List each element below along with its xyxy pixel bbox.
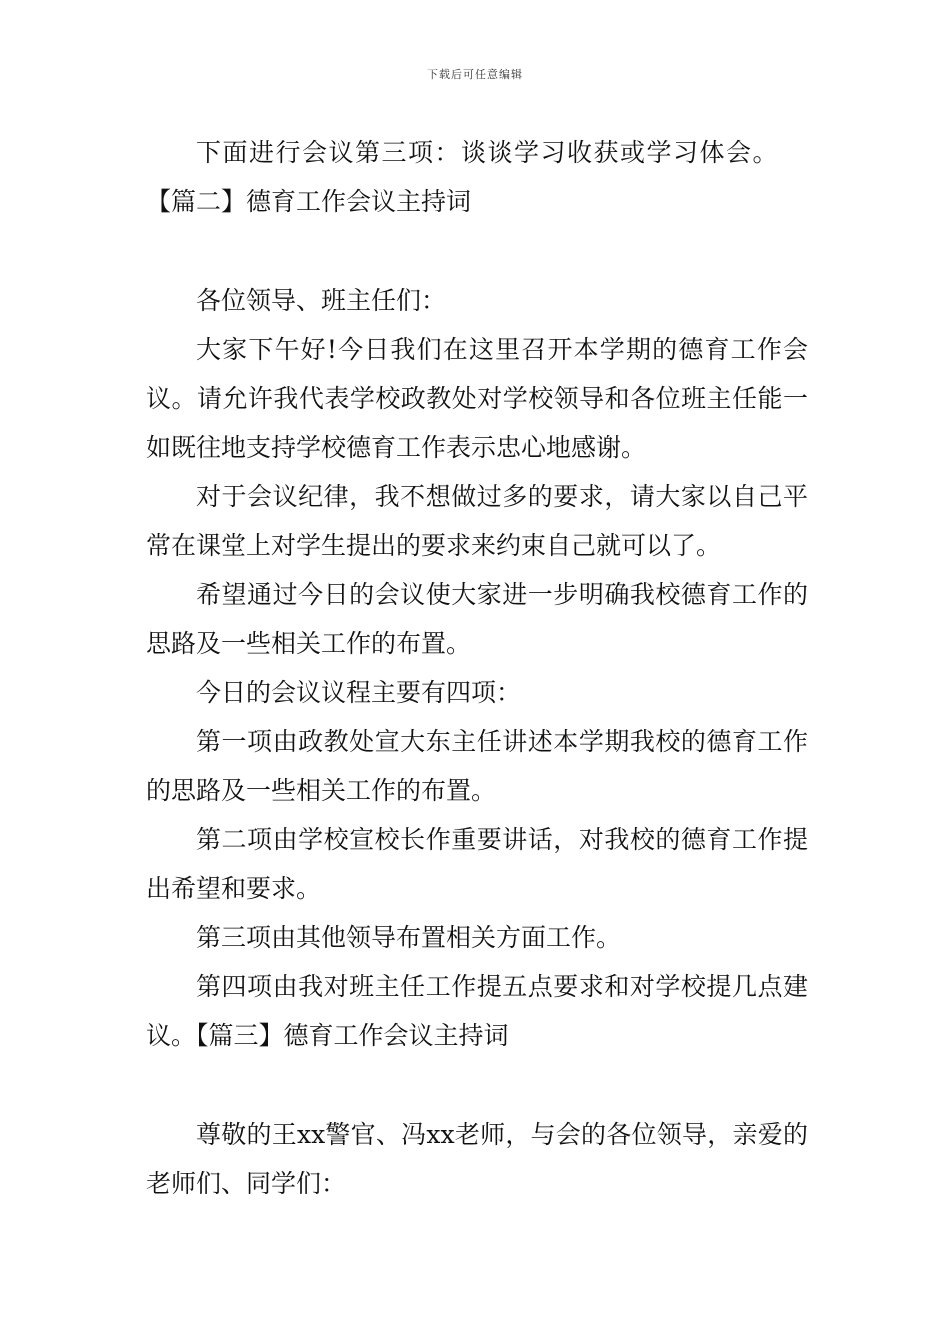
blank-line: [146, 1060, 808, 1110]
paragraph-greeting: 大家下午好!今日我们在这里召开本学期的德育工作会议。请允许我代表学校政教处对学校领导和各位班主任能一如既往地支持学校德育工作表示忠心地感谢。: [146, 335, 808, 462]
paragraph-agenda-first: 第一项由政教处宣大东主任讲述本学期我校的德育工作的思路及一些相关工作的布置。: [146, 727, 808, 805]
header-note: 下载后可任意编辑: [427, 68, 523, 81]
document-body: [146, 128, 808, 1208]
paragraph-agenda-intro: 今日的会议议程主要有四项：: [196, 678, 522, 707]
paragraph-agenda-second: 第二项由学校宣校长作重要讲话，对我校的德育工作提出希望和要求。: [146, 825, 808, 903]
paragraph-agenda-third: 第三项由其他领导布置相关方面工作。: [196, 923, 622, 952]
paragraph-agenda-item-three: 下面进行会议第三项：谈谈学习收获或学习体会。: [196, 138, 780, 167]
salutation-guests: 尊敬的王xx警官、冯xx老师，与会的各位领导，亲爱的老师们、同学们：: [146, 1120, 808, 1198]
paragraph-hope: 希望通过今日的会议使大家进一步明确我校德育工作的思路及一些相关工作的布置。: [146, 580, 808, 658]
salutation-leaders: 各位领导、班主任们：: [196, 286, 447, 315]
blank-line: [146, 226, 808, 276]
paragraph-discipline: 对于会议纪律，我不想做过多的要求，请大家以自己平常在课堂上对学生提出的要求来约束自己就可以了。: [146, 482, 808, 560]
section-heading-part-two: 【篇二】德育工作会议主持词: [146, 187, 472, 216]
paragraph-agenda-fourth: 第四项由我对班主任工作提五点要求和对学校提几点建议。【篇三】德育工作会议主持词: [146, 972, 808, 1050]
